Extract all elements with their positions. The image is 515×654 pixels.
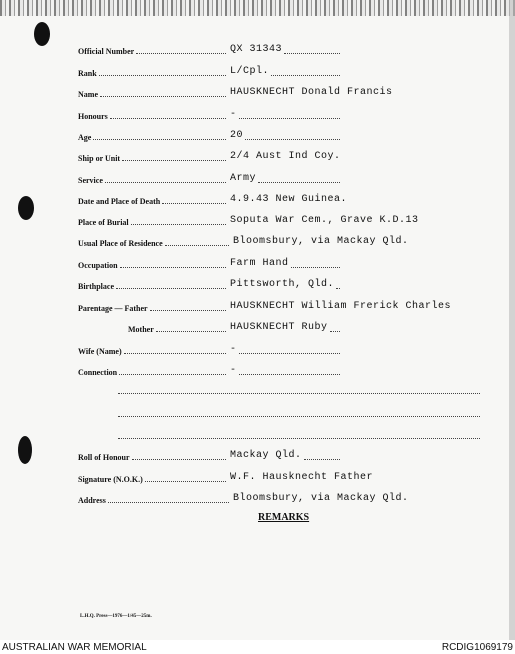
- field-label: Connection: [78, 368, 118, 377]
- field-leader-dots: [165, 245, 229, 246]
- field-leader-dots: [132, 459, 226, 460]
- connection-line-2: [118, 393, 480, 394]
- field-trailing-dots: [239, 118, 340, 119]
- form-row: [0, 470, 515, 484]
- field-value: Bloomsbury, via Mackay Qld.: [233, 493, 409, 504]
- field-label: Honours: [78, 112, 108, 121]
- field-value: HAUSKNECHT Ruby: [230, 322, 328, 333]
- remarks-heading: REMARKS: [258, 512, 310, 523]
- field-label: Wife (Name): [78, 347, 122, 356]
- form-row: [0, 192, 515, 206]
- field-leader-dots: [150, 310, 226, 311]
- field-label: Signature (N.O.K.): [78, 475, 143, 484]
- connection-line-3: [118, 416, 480, 417]
- field-trailing-dots: [258, 182, 340, 183]
- form-row: [0, 342, 515, 356]
- field-label: Occupation: [78, 261, 118, 270]
- field-value: Pittsworth, Qld.: [230, 279, 335, 290]
- form-row: [0, 213, 515, 227]
- field-leader-dots: [122, 160, 226, 161]
- form-row: [0, 149, 515, 163]
- field-value: L/Cpl.: [230, 66, 270, 77]
- field-value: Army: [230, 173, 257, 184]
- form-row: [0, 363, 515, 377]
- form-row: [0, 171, 515, 185]
- footer-institution: AUSTRALIAN WAR MEMORIAL: [2, 642, 147, 653]
- field-label: Service: [78, 176, 103, 185]
- field-leader-dots: [116, 288, 226, 289]
- field-value: -: [230, 365, 237, 376]
- field-leader-dots: [100, 96, 226, 97]
- field-trailing-dots: [239, 353, 340, 354]
- field-label: Birthplace: [78, 282, 114, 291]
- footer-record-id: RCDIG1069179: [441, 642, 513, 653]
- field-label: Mother: [128, 325, 154, 334]
- field-value: 2/4 Aust Ind Coy.: [230, 151, 341, 162]
- field-leader-dots: [93, 139, 226, 140]
- form-row: [0, 234, 515, 248]
- field-value: -: [230, 109, 237, 120]
- field-trailing-dots: [271, 75, 340, 76]
- field-label: Rank: [78, 69, 97, 78]
- field-trailing-dots: [330, 331, 340, 332]
- field-label: Usual Place of Residence: [78, 239, 163, 248]
- field-label: Parentage — Father: [78, 304, 148, 313]
- form-row: [0, 277, 515, 291]
- archive-footer: [0, 640, 515, 654]
- field-label: Age: [78, 133, 92, 142]
- field-leader-dots: [119, 374, 226, 375]
- form-row: [0, 64, 515, 78]
- connection-line-4: [118, 438, 480, 439]
- form-row: [0, 320, 515, 334]
- field-value: Soputa War Cem., Grave K.D.13: [230, 215, 419, 226]
- field-value: -: [230, 344, 237, 355]
- field-trailing-dots: [284, 53, 340, 54]
- field-value: 4.9.43 New Guinea.: [230, 194, 348, 205]
- print-code: L.H.Q. Press—1976—1/45—25m.: [80, 614, 152, 619]
- field-trailing-dots: [291, 267, 340, 268]
- form-row: [0, 107, 515, 121]
- form-row: [0, 128, 515, 142]
- field-leader-dots: [145, 481, 226, 482]
- field-value: HAUSKNECHT William Frerick Charles: [230, 301, 452, 312]
- field-value: Bloomsbury, via Mackay Qld.: [233, 236, 409, 247]
- field-value: Farm Hand: [230, 258, 289, 269]
- field-leader-dots: [105, 182, 226, 183]
- field-leader-dots: [136, 53, 226, 54]
- field-value: 20: [230, 130, 244, 141]
- field-value: W.F. Hausknecht Father: [230, 472, 374, 483]
- field-label: Name: [78, 90, 98, 99]
- field-label: Roll of Honour: [78, 453, 130, 462]
- field-leader-dots: [131, 224, 226, 225]
- field-leader-dots: [99, 75, 226, 76]
- field-leader-dots: [156, 331, 226, 332]
- field-trailing-dots: [239, 374, 340, 375]
- field-label: Address: [78, 496, 106, 505]
- field-leader-dots: [108, 502, 229, 503]
- field-trailing-dots: [245, 139, 340, 140]
- field-leader-dots: [124, 353, 226, 354]
- field-value: HAUSKNECHT Donald Francis: [230, 87, 393, 98]
- form-row: [0, 85, 515, 99]
- form-row: [0, 448, 515, 462]
- field-label: Date and Place of Death: [78, 197, 161, 206]
- form-row: [0, 491, 515, 505]
- field-label: Official Number: [78, 47, 135, 56]
- scan-border-top: [0, 0, 515, 16]
- field-label: Place of Burial: [78, 218, 129, 227]
- field-leader-dots: [110, 118, 226, 119]
- form-row: [0, 299, 515, 313]
- field-value: Mackay Qld.: [230, 450, 302, 461]
- field-value: QX 31343: [230, 44, 283, 55]
- field-leader-dots: [162, 203, 226, 204]
- field-label: Ship or Unit: [78, 154, 121, 163]
- field-trailing-dots: [304, 459, 340, 460]
- field-leader-dots: [120, 267, 226, 268]
- form-row: [0, 42, 515, 56]
- form-row: [0, 256, 515, 270]
- field-trailing-dots: [336, 288, 340, 289]
